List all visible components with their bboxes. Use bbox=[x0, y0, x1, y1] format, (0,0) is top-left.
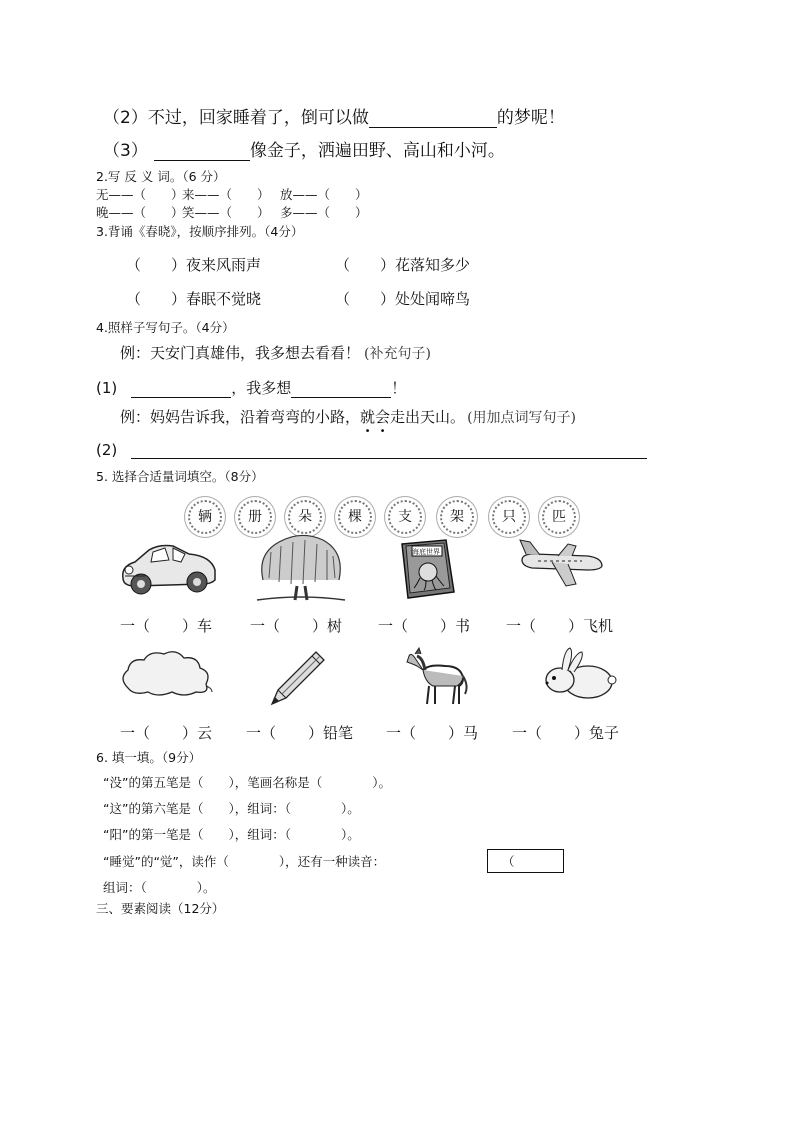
poem-item bbox=[335, 288, 470, 309]
poem-title: 3.背诵《春晓》，按顺序排列。（4分） bbox=[96, 224, 304, 239]
measure-item: 一（ ）云 bbox=[120, 724, 213, 742]
measure-item: 一（ ）书 bbox=[378, 617, 471, 635]
question-1 bbox=[96, 377, 406, 398]
question-text: ！ bbox=[391, 379, 407, 397]
poem-item bbox=[126, 254, 261, 275]
example-2 bbox=[120, 406, 576, 427]
line-number: （2） bbox=[103, 108, 148, 128]
measure-badge: 支 bbox=[388, 500, 422, 534]
order-bracket[interactable]: （ ） bbox=[126, 256, 187, 274]
emphasized-word: 会 bbox=[375, 408, 391, 426]
poem-item bbox=[126, 288, 261, 309]
measure-badge: 册 bbox=[238, 500, 272, 534]
sentences-title: 4.照样子写句子。（4分） bbox=[96, 320, 235, 335]
measure-item: 一（ ）飞机 bbox=[506, 617, 614, 635]
antonym-item[interactable]: 放——（ ） bbox=[280, 187, 368, 202]
order-bracket[interactable]: （ ） bbox=[335, 256, 396, 274]
measure-badge: 辆 bbox=[188, 500, 222, 534]
fill-in-line[interactable]: “这”的第六笔是（ ），组词：（ ）。 bbox=[103, 801, 360, 816]
poem-item bbox=[335, 254, 470, 275]
measure-item: 一（ ）马 bbox=[386, 724, 479, 742]
fill-line-3 bbox=[103, 136, 505, 161]
answer-line[interactable] bbox=[131, 443, 647, 459]
question-2 bbox=[96, 441, 647, 459]
emphasized-word: 就 bbox=[360, 408, 376, 426]
example-text: 例：妈妈告诉我，沿着弯弯的小路， bbox=[120, 408, 361, 426]
fill-line-2 bbox=[103, 103, 565, 128]
question-text: ，我多想 bbox=[231, 379, 292, 397]
pinyin-answer-box[interactable]: （ bbox=[487, 849, 564, 873]
tree-icon bbox=[253, 530, 349, 604]
measure-item: 一（ ）树 bbox=[250, 617, 343, 635]
antonym-item[interactable]: 多——（ ） bbox=[280, 205, 368, 220]
order-bracket[interactable]: （ ） bbox=[335, 290, 396, 308]
measure-item: 一（ ）兔子 bbox=[512, 724, 620, 742]
example-hint: (补充句子) bbox=[364, 346, 431, 362]
fill-in-title: 6. 填一填。（9分） bbox=[96, 750, 202, 765]
measure-badge: 棵 bbox=[338, 500, 372, 534]
antonym-item[interactable]: 笑——（ ） bbox=[182, 205, 270, 220]
question-number: (2) bbox=[96, 441, 118, 459]
antonyms-row-2 bbox=[96, 203, 368, 221]
poem-line: 春眠不觉晓 bbox=[186, 290, 262, 308]
measure-badge: 架 bbox=[440, 500, 474, 534]
line-text: 像金子，洒遍田野、高山和小河。 bbox=[249, 141, 505, 161]
measure-badge: 匹 bbox=[542, 500, 576, 534]
line-text: 的梦呢！ bbox=[496, 108, 565, 128]
answer-blank[interactable] bbox=[131, 382, 231, 398]
fill-in-line[interactable]: “没”的第五笔是（ ），笔画名称是（ ）。 bbox=[103, 775, 391, 790]
measure-item: 一（ ）车 bbox=[120, 617, 213, 635]
antonyms-title: 2.写 反 义 词。（6 分） bbox=[96, 169, 226, 184]
pencil-icon bbox=[262, 644, 330, 712]
measure-badge: 朵 bbox=[288, 500, 322, 534]
cloud-icon bbox=[118, 648, 214, 700]
answer-blank[interactable] bbox=[291, 382, 391, 398]
example-text: 走出天山。 bbox=[390, 408, 466, 426]
book-cover-title: 海底世界 bbox=[412, 548, 440, 556]
antonym-item[interactable]: 晚——（ ） bbox=[96, 205, 184, 220]
measure-badge: 只 bbox=[492, 500, 526, 534]
poem-line: 夜来风雨声 bbox=[186, 256, 262, 274]
example-1 bbox=[120, 342, 431, 363]
line-text: 不过，回家睡着了，倒可以做 bbox=[147, 108, 369, 128]
horse-icon bbox=[405, 642, 469, 710]
antonym-item[interactable]: 无——（ ） bbox=[96, 187, 184, 202]
antonyms-row-1 bbox=[96, 185, 368, 203]
poem-line: 花落知多少 bbox=[395, 256, 471, 274]
example-hint: (用加点词写句子) bbox=[467, 410, 576, 426]
section-title: 三、要素阅读（12分） bbox=[96, 901, 225, 916]
fill-in-line[interactable]: 组词：（ ）。 bbox=[103, 880, 216, 895]
example-text: 例：天安门真雄伟，我多想去看看！ bbox=[120, 344, 361, 362]
rabbit-icon bbox=[538, 646, 618, 702]
question-number: (1) bbox=[96, 379, 118, 397]
car-icon bbox=[115, 532, 221, 602]
measure-item: 一（ ）铅笔 bbox=[246, 724, 354, 742]
airplane-icon bbox=[518, 538, 604, 588]
antonym-item[interactable]: 来——（ ） bbox=[182, 187, 270, 202]
fill-in-line[interactable]: “阳”的第一笔是（ ），组词：（ ）。 bbox=[103, 827, 360, 842]
measure-title: 5. 选择合适量词填空。（8分） bbox=[96, 469, 264, 484]
line-number: （3） bbox=[103, 141, 148, 161]
poem-line: 处处闻啼鸟 bbox=[395, 290, 471, 308]
answer-blank[interactable] bbox=[369, 110, 497, 128]
order-bracket[interactable]: （ ） bbox=[126, 290, 187, 308]
fill-in-line[interactable]: “睡觉”的“觉”，读作（ ），还有一种读音： bbox=[103, 854, 386, 869]
answer-blank[interactable] bbox=[154, 143, 250, 161]
